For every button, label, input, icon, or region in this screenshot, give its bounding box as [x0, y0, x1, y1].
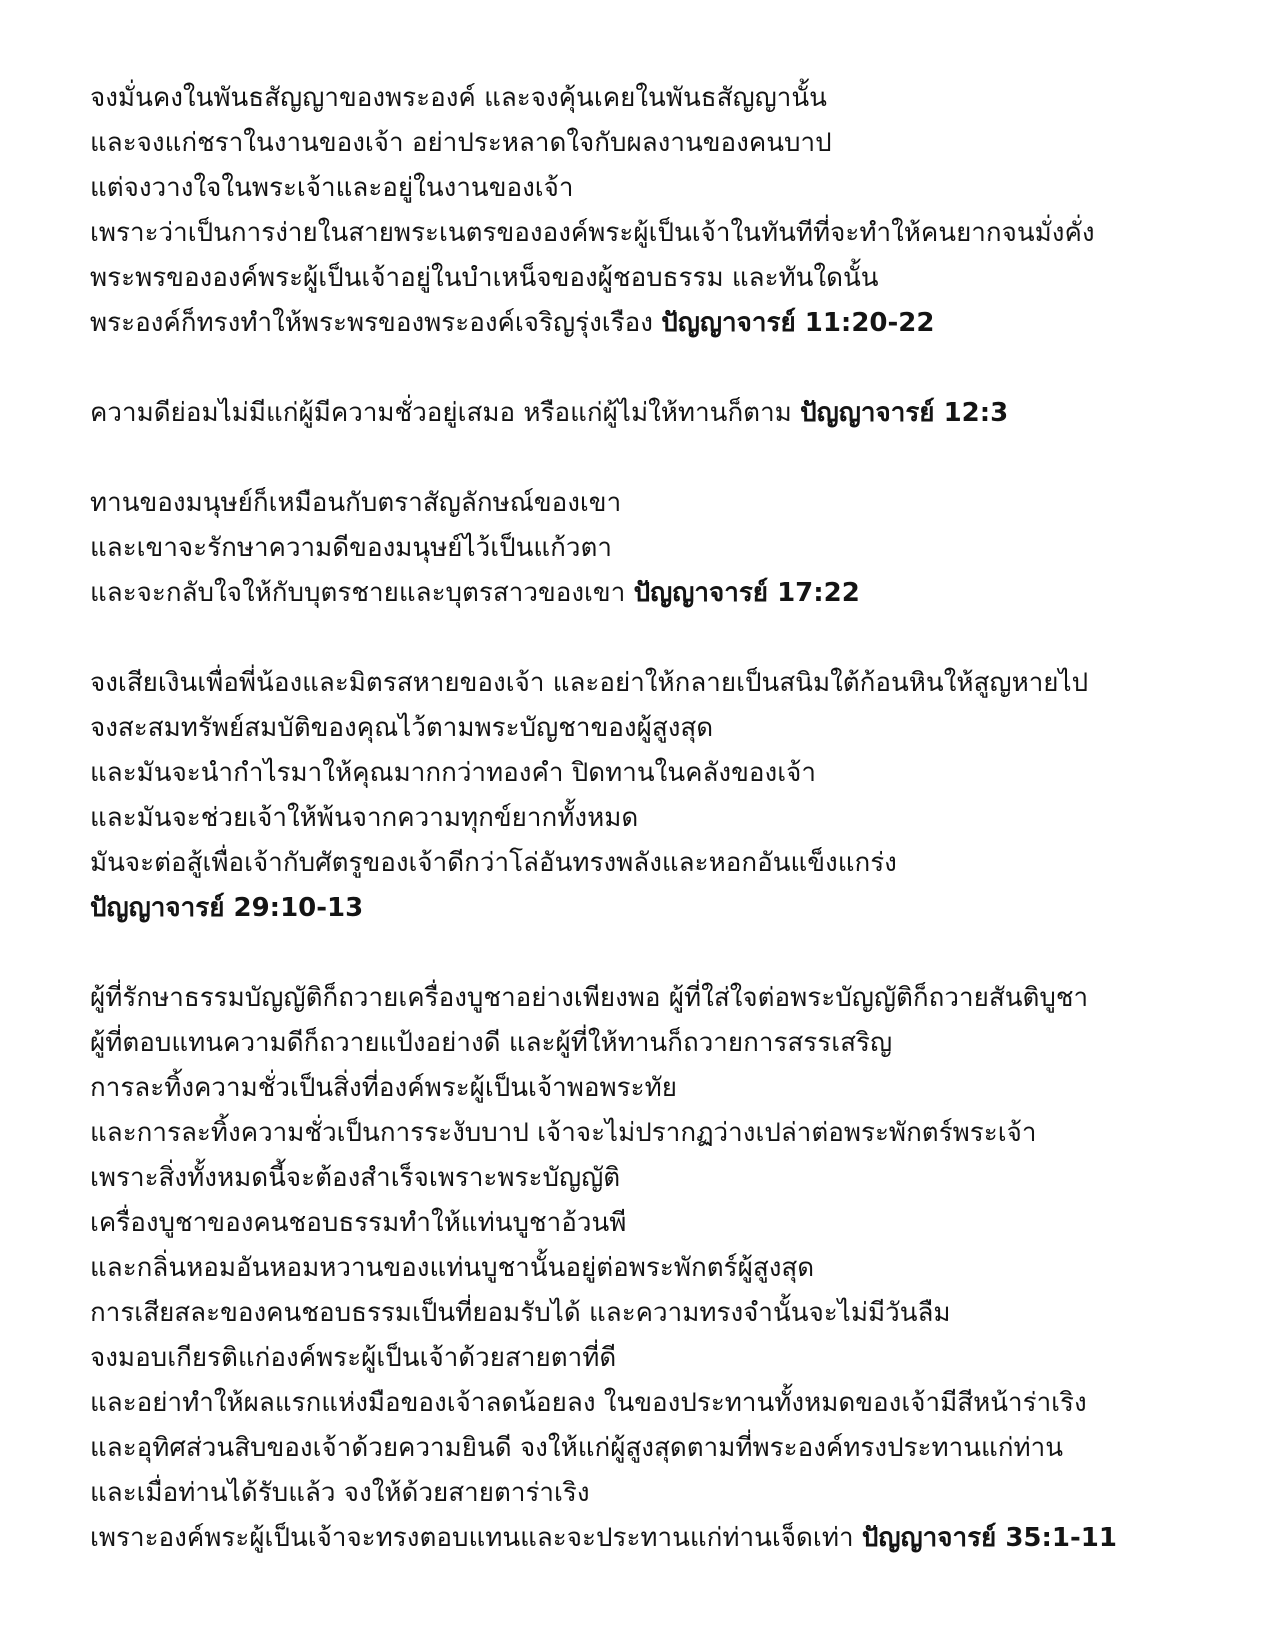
scripture-reference: ปัญญาจารย์ 11:20-22: [661, 308, 935, 338]
text-line-with-reference: [90, 571, 1250, 616]
text-line: ผู้ที่ตอบแทนความดีก็ถวายแป้งอย่างดี และผู้ที่ให้ทานก็ถวายการสรรเสริญ: [90, 1028, 893, 1058]
text-line: การเสียสละของคนชอบธรรมเป็นที่ยอมรับได้ และความทรงจำนั้นจะไม่มีวันลืม: [90, 1298, 951, 1328]
scripture-reference: ปัญญาจารย์ 17:22: [633, 578, 860, 608]
scripture-reference: ปัญญาจารย์ 29:10-13: [90, 893, 364, 923]
text-line-with-reference: [90, 1516, 1250, 1561]
text-line: แต่จงวางใจในพระเจ้าและอยู่ในงานของเจ้า: [90, 173, 574, 203]
text-line: มันจะต่อสู้เพื่อเจ้ากับศัตรูของเจ้าดีกว่าโล่อันทรงพลังและหอกอันแข็งแกร่ง: [90, 848, 897, 878]
text-line: เพราะองค์พระผู้เป็นเจ้าจะทรงตอบแทนและจะประทานแก่ท่านเจ็ดเท่า: [90, 1523, 854, 1553]
text-line: และมันจะนำกำไรมาให้คุณมากกว่าทองคำ ปิดทานในคลังของเจ้า: [90, 758, 816, 788]
passage-2: [90, 391, 1250, 436]
text-line: จงเสียเงินเพื่อพี่น้องและมิตรสหายของเจ้า และอย่าให้กลายเป็นสนิมใต้ก้อนหินให้สูญหายไป: [90, 668, 1089, 698]
text-line: และกลิ่นหอมอันหอมหวานของแท่นบูชานั้นอยู่ต่อพระพักตร์ผู้สูงสุด: [90, 1253, 815, 1283]
text-line: พระพรขององค์พระผู้เป็นเจ้าอยู่ในบำเหน็จของผู้ชอบธรรม และทันใดนั้น: [90, 263, 879, 293]
text-line: และจะกลับใจให้กับบุตรชายและบุตรสาวของเขา: [90, 578, 626, 608]
text-line: เพราะสิ่งทั้งหมดนี้จะต้องสำเร็จเพราะพระบัญญัติ: [90, 1163, 621, 1193]
text-line: จงมั่นคงในพันธสัญญาของพระองค์ และจงคุ้นเคยในพันธสัญญานั้น: [90, 83, 827, 113]
text-line: และมันจะช่วยเจ้าให้พ้นจากความทุกข์ยากทั้งหมด: [90, 803, 639, 833]
text-line: การละทิ้งความชั่วเป็นสิ่งที่องค์พระผู้เป็นเจ้าพอพระทัย: [90, 1073, 677, 1103]
scripture-reference: ปัญญาจารย์ 12:3: [800, 398, 1009, 428]
text-line: เพราะว่าเป็นการง่ายในสายพระเนตรขององค์พระผู้เป็นเจ้าในทันทีที่จะทำให้คนยากจนมั่งคั่ง: [90, 218, 1095, 248]
text-line: จงสะสมทรัพย์สมบัติของคุณไว้ตามพระบัญชาของผู้สูงสุด: [90, 713, 714, 743]
text-line: ความดีย่อมไม่มีแก่ผู้มีความชั่วอยู่เสมอ หรือแก่ผู้ไม่ให้ทานก็ตาม: [90, 398, 792, 428]
text-line: และอย่าทำให้ผลแรกแห่งมือของเจ้าลดน้อยลง ในของประทานทั้งหมดของเจ้ามีสีหน้าร่าเริง: [90, 1388, 1087, 1418]
passage-4: [90, 661, 1250, 931]
text-line: และอุทิศส่วนสิบของเจ้าด้วยความยินดี จงให้แก่ผู้สูงสุดตามที่พระองค์ทรงประทานแก่ท่าน: [90, 1433, 1064, 1463]
scripture-reference: ปัญญาจารย์ 35:1-11: [861, 1523, 1117, 1553]
passage-1: [90, 76, 1250, 346]
text-line: และเขาจะรักษาความดีของมนุษย์ไว้เป็นแก้วตา: [90, 533, 612, 563]
text-line: จงมอบเกียรติแก่องค์พระผู้เป็นเจ้าด้วยสายตาที่ดี: [90, 1343, 617, 1373]
text-line: และเมื่อท่านได้รับแล้ว จงให้ด้วยสายตาร่าเริง: [90, 1478, 590, 1508]
passage-5: [90, 976, 1250, 1561]
text-line: และการละทิ้งความชั่วเป็นการระงับบาป เจ้าจะไม่ปรากฏว่างเปล่าต่อพระพักตร์พระเจ้า: [90, 1118, 1037, 1148]
text-line-with-reference: [90, 391, 1250, 436]
text-line: ผู้ที่รักษาธรรมบัญญัติก็ถวายเครื่องบูชาอย่างเพียงพอ ผู้ที่ใส่ใจต่อพระบัญญัติก็ถวายสันติบูชา: [90, 983, 1089, 1013]
document-page: [90, 76, 1250, 1561]
passage-3: [90, 481, 1250, 616]
text-line: พระองค์ก็ทรงทำให้พระพรของพระองค์เจริญรุ่งเรือง: [90, 308, 653, 338]
text-line: เครื่องบูชาของคนชอบธรรมทำให้แท่นบูชาอ้วนพี: [90, 1208, 627, 1238]
text-line: ทานของมนุษย์ก็เหมือนกับตราสัญลักษณ์ของเขา: [90, 488, 622, 518]
text-line: และจงแก่ชราในงานของเจ้า อย่าประหลาดใจกับผลงานของคนบาป: [90, 128, 832, 158]
text-line-with-reference: [90, 301, 1250, 346]
